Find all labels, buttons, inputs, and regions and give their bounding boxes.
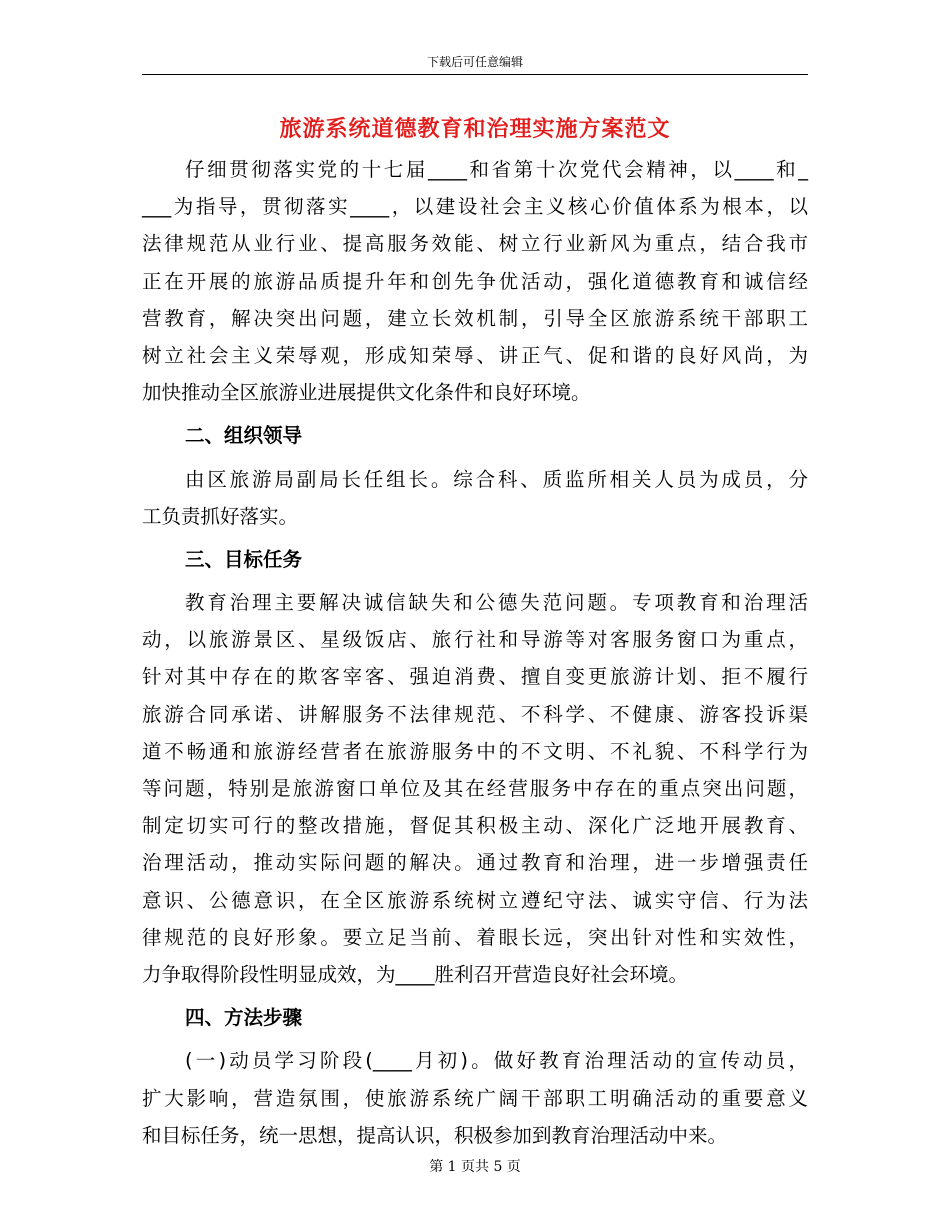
- text-line: 力争取得阶段性明显成效，为____胜利召开营造良好社会环境。: [142, 962, 689, 986]
- text-line: 道不畅通和旅游经营者在旅游服务中的不文明、不礼貌、不科学行为: [142, 739, 808, 763]
- paragraph-organization: [142, 461, 808, 535]
- section-heading-steps: 四、方法步骤: [185, 1006, 303, 1030]
- paragraph-intro: [142, 151, 808, 411]
- text-line: 教育治理主要解决诚信缺失和公德失范问题。专项教育和治理活: [185, 591, 808, 615]
- text-line: 和目标任务，统一思想，提高认识，积极参加到教育治理活动中来。: [142, 1123, 728, 1147]
- text-line: 加快推动全区旅游业进展提供文化条件和良好环境。: [142, 381, 591, 405]
- section-heading-goals: 三、目标任务: [185, 547, 303, 571]
- text-line: ___为指导，贯彻落实____，以建设社会主义核心价值体系为根本，以: [142, 195, 808, 219]
- text-line: (一)动员学习阶段(____月初)。做好教育治理活动的宣传动员，: [185, 1049, 808, 1073]
- paragraph-goals: [142, 584, 808, 993]
- page-header: 下载后可任意编辑: [426, 55, 523, 69]
- document-body: [142, 151, 808, 1154]
- text-line: 治理活动，推动实际问题的解决。通过教育和治理，进一步增强责任: [142, 851, 808, 875]
- text-line: 律规范的良好形象。要立足当前、着眼长远，突出针对性和实效性，: [142, 925, 808, 949]
- text-line: 法律规范从业行业、提高服务效能、树立行业新风为重点，结合我市: [142, 232, 808, 256]
- text-line: 等问题，特别是旅游窗口单位及其在经营服务中存在的重点突出问题，: [142, 777, 808, 800]
- text-line: 旅游合同承诺、讲解服务不法律规范、不科学、不健康、游客投诉渠: [142, 702, 808, 726]
- text-line: 制定切实可行的整改措施，督促其积极主动、深化广泛地开展教育、: [142, 814, 808, 838]
- text-line: 仔细贯彻落实党的十七届____和省第十次党代会精神，以____和_: [185, 158, 808, 181]
- paragraph-steps: [142, 1042, 808, 1154]
- page-footer: 第 1 页共 5 页: [429, 1159, 521, 1175]
- text-line: 针对其中存在的欺客宰客、强迫消费、擅自变更旅游计划、拒不履行: [142, 665, 808, 689]
- text-line: 工负责抓好落实。: [142, 504, 299, 528]
- text-line: 意识、公德意识，在全区旅游系统树立遵纪守法、诚实守信、行为法: [142, 888, 808, 912]
- text-line: 动，以旅游景区、星级饭店、旅行社和导游等对客服务窗口为重点，: [142, 628, 808, 652]
- header-rule: [142, 74, 808, 75]
- document-title: 旅游系统道德教育和治理实施方案范文: [279, 117, 671, 142]
- text-line: 由区旅游局副局长任组长。综合科、质监所相关人员为成员，分: [185, 467, 808, 491]
- text-line: 扩大影响，营造氛围，使旅游系统广阔干部职工明确活动的重要意义: [142, 1086, 808, 1110]
- text-line: 营教育，解决突出问题，建立长效机制，引导全区旅游系统干部职工: [142, 306, 808, 330]
- section-heading-organization: 二、组织领导: [185, 424, 303, 448]
- text-line: 树立社会主义荣辱观，形成知荣辱、讲正气、促和谐的良好风尚，为: [142, 343, 808, 367]
- text-line: 正在开展的旅游品质提升年和创先争优活动，强化道德教育和诚信经: [142, 269, 808, 293]
